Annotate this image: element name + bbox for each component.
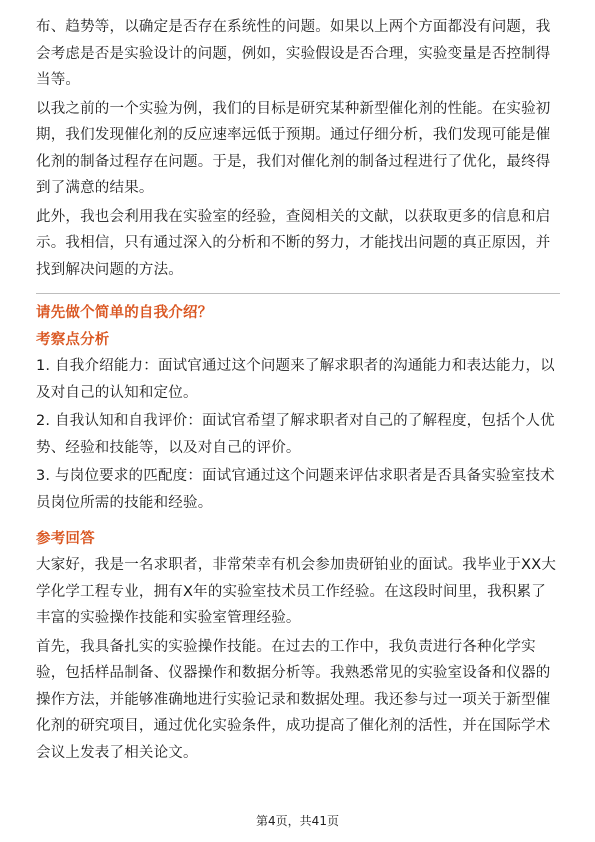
intro-paragraph: 此外，我也会利用我在实验室的经验，查阅相关的文献，以获取更多的信息和启示。我相信，只有通过深入的分析和不断的努力，才能找出问题的真正原因，并找到解决问题的方法。 (36, 208, 551, 278)
analysis-title: 考察点分析 (36, 332, 110, 348)
intro-paragraph: 布、趋势等，以确定是否存在系统性的问题。如果以上两个方面都没有问题，我会考虑是否是实验设计的问题，例如，实验假设是否合理，实验变量是否控制得当等。 (36, 19, 551, 88)
page-number: 第4页，共41页 (256, 814, 339, 828)
analysis-point: 2. 自我认知和自我评价：面试官希望了解求职者对自己的了解程度，包括个人优势、经验和技能等，以及对自己的评价。 (36, 413, 555, 456)
section-divider (36, 293, 560, 294)
analysis-point: 1. 自我介绍能力：面试官通过这个问题来了解求职者的沟通能力和表达能力，以及对自己的认知和定位。 (36, 358, 555, 401)
answer-title: 参考回答 (36, 531, 95, 547)
analysis-point: 3. 与岗位要求的匹配度：面试官通过这个问题来评估求职者是否具备实验室技术员岗位所需的技能和经验。 (36, 468, 555, 511)
answer-paragraph: 首先，我具备扎实的实验操作技能。在过去的工作中，我负责进行各种化学实验，包括样品制备、仪器操作和数据分析等。我熟悉常见的实验室设备和仪器的操作方法，并能够准确地进行实验记录和数据处理。我还参与过一项关于新型催化剂的研究项目，通过优化实验条件，成功提高了催化剂的活性，并在国际学术会议上发表了相关论文。 (36, 638, 551, 761)
interview-question: 请先做个简单的自我介绍？ (36, 305, 213, 321)
answer-paragraph: 大家好，我是一名求职者，非常荣幸有机会参加贵研铂业的面试。我毕业于XX大学化学工程专业，拥有X年的实验室技术员工作经验。在这段时间里，我积累了丰富的实验操作技能和实验室管理经验。 (36, 557, 557, 626)
intro-paragraph: 以我之前的一个实验为例，我们的目标是研究某种新型催化剂的性能。在实验初期，我们发现催化剂的反应速率远低于预期。通过仔细分析，我们发现可能是催化剂的制备过程存在问题。于是，我们对催化剂的制备过程进行了优化，最终得到了满意的结果。 (36, 100, 551, 196)
document-page (36, 14, 560, 766)
